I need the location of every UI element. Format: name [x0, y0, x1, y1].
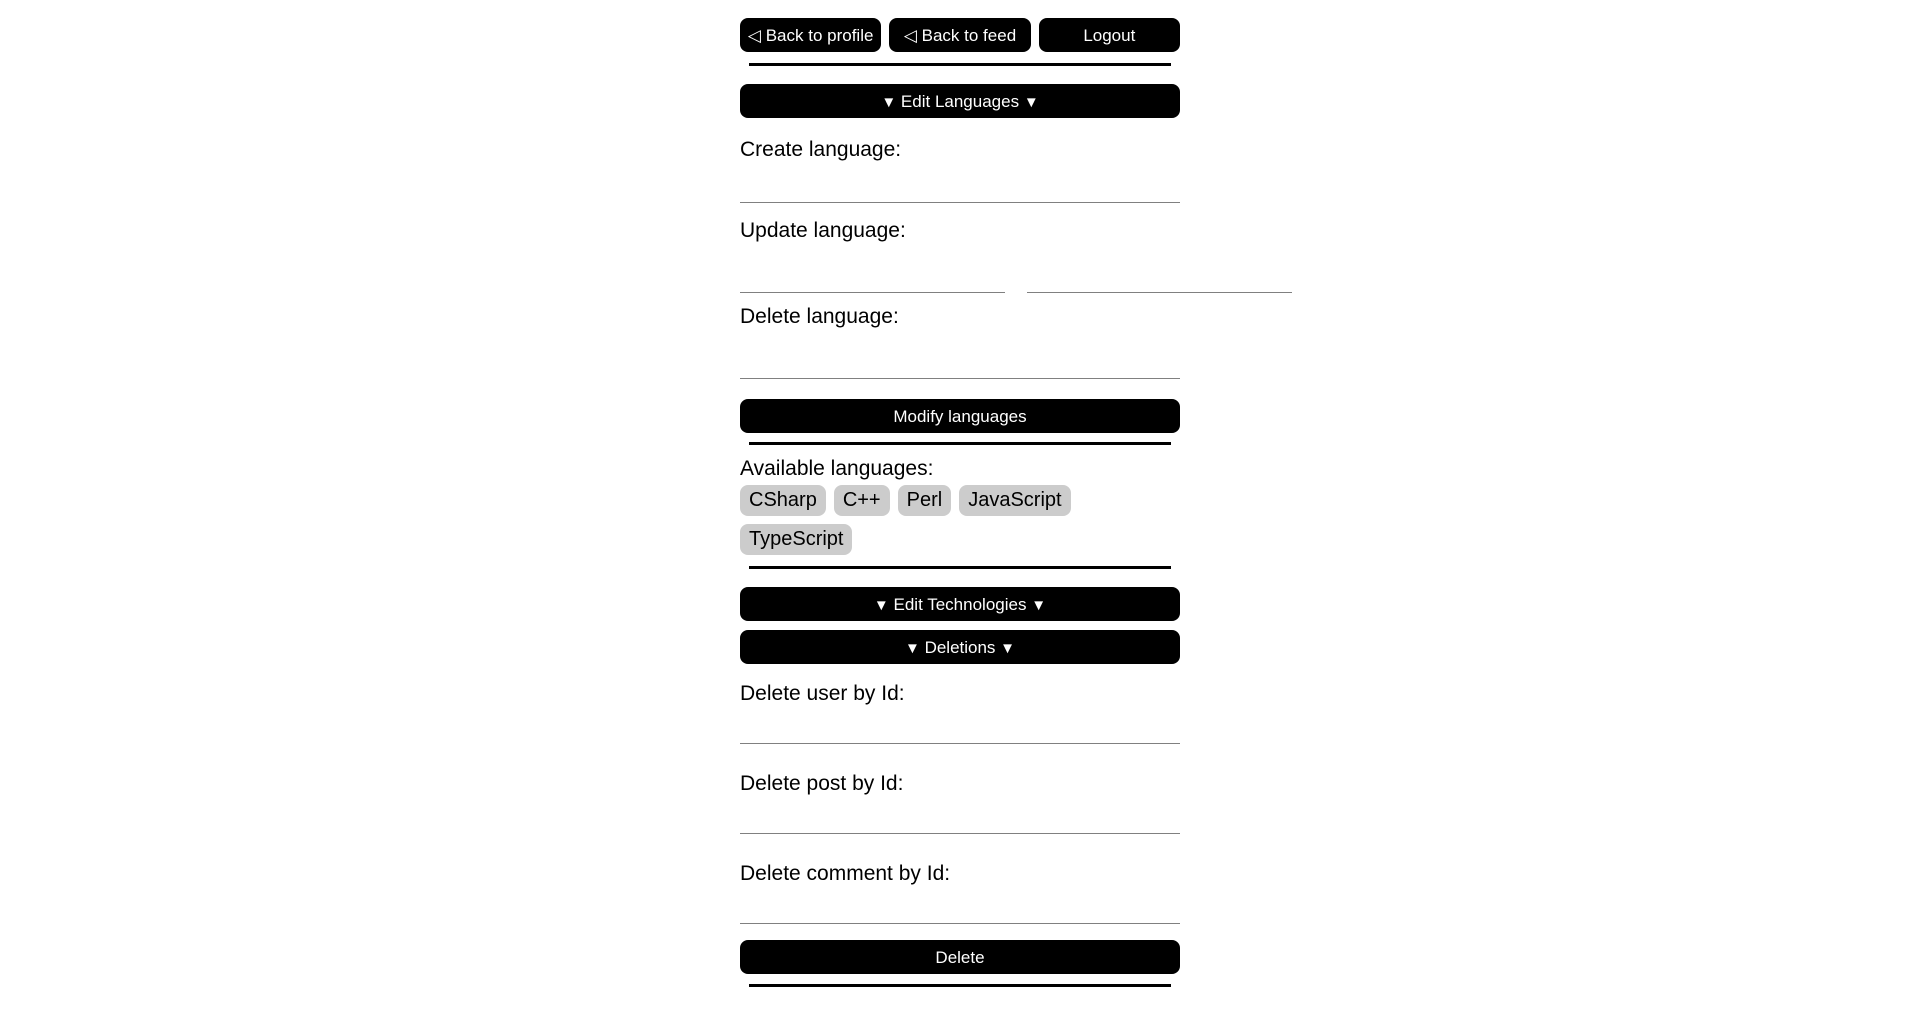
- language-tag: TypeScript: [740, 524, 852, 555]
- update-language-from-input[interactable]: [740, 255, 1005, 293]
- edit-languages-toggle[interactable]: [740, 84, 1180, 118]
- update-language-to-input[interactable]: [1027, 255, 1292, 293]
- back-icon: ◁: [903, 25, 917, 45]
- update-language-inputs: [740, 255, 1180, 293]
- delete-comment-input[interactable]: [740, 886, 1180, 924]
- language-tag: Perl: [898, 485, 952, 516]
- divider: [749, 984, 1171, 987]
- logout-label: Logout: [1083, 25, 1136, 45]
- triangle-down-icon: ▼: [873, 596, 889, 614]
- deletions-toggle-label: Deletions: [924, 637, 996, 657]
- divider: [749, 442, 1171, 445]
- delete-user-label: Delete user by Id:: [740, 682, 905, 705]
- edit-technologies-toggle-label: Edit Technologies: [893, 594, 1027, 614]
- language-tag-list: [740, 485, 1180, 563]
- available-languages-label: Available languages:: [740, 457, 934, 480]
- admin-panel: [740, 0, 1180, 1003]
- triangle-down-icon: ▼: [881, 93, 897, 111]
- delete-language-input[interactable]: [740, 341, 1180, 379]
- triangle-down-icon: ▼: [1023, 93, 1039, 111]
- delete-comment-label: Delete comment by Id:: [740, 862, 951, 885]
- delete-post-label: Delete post by Id:: [740, 772, 904, 795]
- triangle-down-icon: ▼: [904, 639, 920, 657]
- back-to-feed-button[interactable]: [889, 18, 1030, 52]
- edit-technologies-toggle[interactable]: [740, 587, 1180, 621]
- language-tag: JavaScript: [959, 485, 1070, 516]
- delete-post-input[interactable]: [740, 796, 1180, 834]
- back-to-feed-label: Back to feed: [921, 25, 1017, 45]
- language-tag: CSharp: [740, 485, 826, 516]
- top-nav: [740, 18, 1180, 52]
- back-icon: ◁: [747, 25, 761, 45]
- delete-button[interactable]: Delete: [740, 940, 1180, 974]
- modify-languages-button[interactable]: Modify languages: [740, 399, 1180, 433]
- edit-languages-toggle-label: Edit Languages: [900, 91, 1020, 111]
- back-to-profile-label: Back to profile: [765, 25, 874, 45]
- delete-user-input[interactable]: [740, 706, 1180, 744]
- back-to-profile-button[interactable]: [740, 18, 881, 52]
- triangle-down-icon: ▼: [1000, 639, 1016, 657]
- create-language-label: Create language:: [740, 138, 902, 161]
- delete-language-label: Delete language:: [740, 305, 899, 328]
- divider: [749, 63, 1171, 66]
- triangle-down-icon: ▼: [1031, 596, 1047, 614]
- deletions-toggle[interactable]: [740, 630, 1180, 664]
- update-language-label: Update language:: [740, 219, 906, 242]
- divider: [749, 566, 1171, 569]
- logout-button[interactable]: [1039, 18, 1180, 52]
- create-language-input[interactable]: [740, 165, 1180, 203]
- language-tag: C++: [834, 485, 890, 516]
